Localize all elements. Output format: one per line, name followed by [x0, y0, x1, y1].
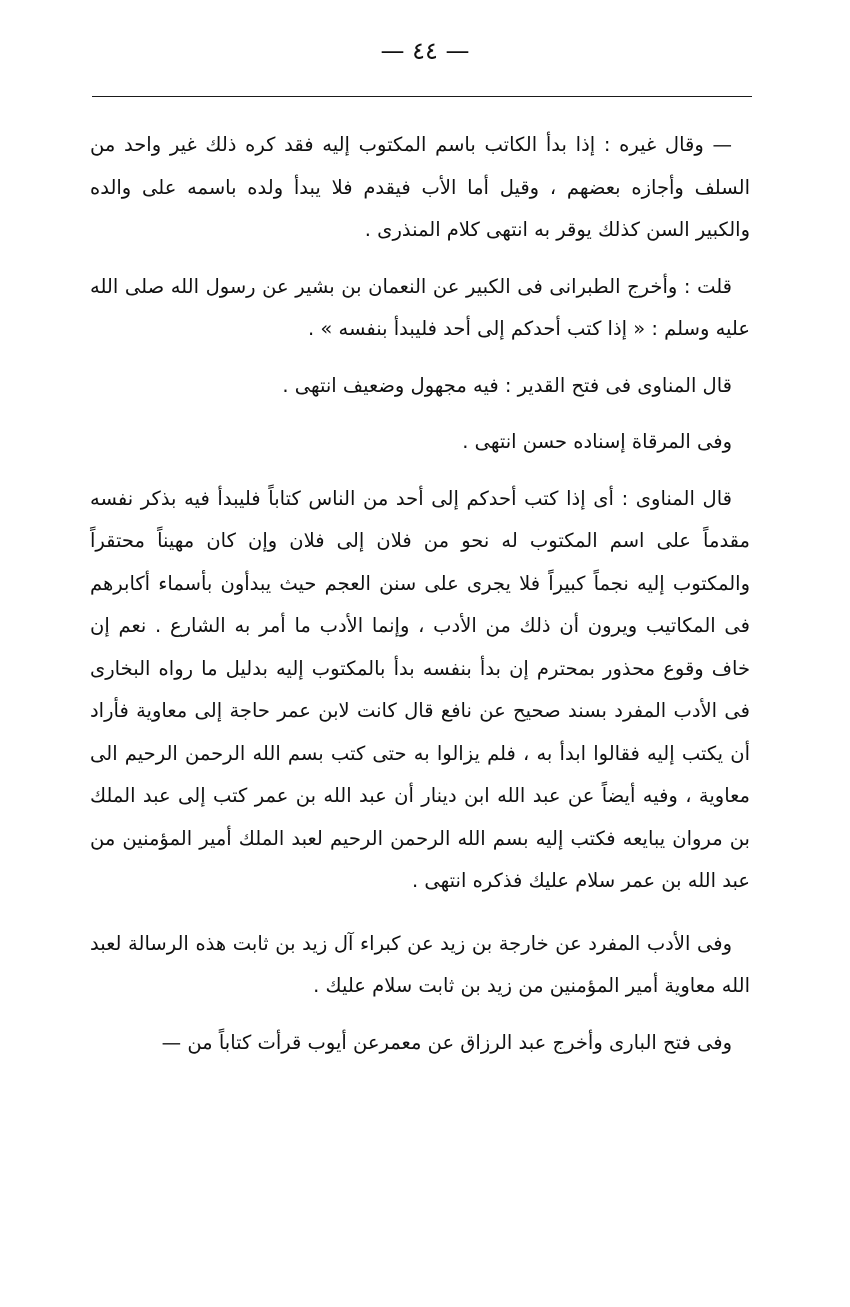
page-body: [90, 124, 750, 1064]
paragraph-spacer: [90, 351, 750, 365]
page-number: — ٤٤ —: [380, 37, 470, 65]
paragraph: وفى المرقاة إسناده حسن انتهى .: [462, 430, 732, 453]
paragraph: قلت : وأخرج الطبرانى فى الكبير عن النعمان بن بشير عن رسول الله صلى الله عليه وسلم : « إذا كتب أحدكم إلى أحد فليبدأ بنفسه » .: [90, 274, 750, 340]
paragraph: قال المناوى فى فتح القدير : فيه مجهول وضعيف انتهى .: [282, 373, 732, 397]
paragraph: وفى الأدب المفرد عن خارجة بن زيد عن كبراء آل زيد بن ثابت هذه الرسالة لعبد الله معاوية أمير المؤمنين من زيد بن ثابت سلام عليك .: [90, 931, 750, 997]
paragraph-spacer: [90, 252, 750, 266]
paragraph: وفى فتح البارى وأخرج عبد الرزاق عن معمرعن أيوب قرأت كتاباً من —: [161, 1030, 732, 1054]
paragraph-spacer: [90, 903, 750, 923]
paragraph-spacer: [90, 407, 750, 421]
header-rule: [92, 96, 752, 97]
paragraph: قال المناوى : أى إذا كتب أحدكم إلى أحد من الناس كتاباً فليبدأ فيه بذكر نفسه مقدماً على اسم المكتوب له نحو من فلان إلى فلان وإن كان مهيناً محتقراً والمكتوب إليه نجماً كبيراً فلا يجرى على سنن العجم حيث يبدأون بأسماء أكابرهم فى المكاتيب ويرون أن ذلك من الأدب ، وإنما الأدب ما أمر به الشارع . نعم إن خاف وقوع محذور بمحترم إن بدأ بنفسه بدأ بالمكتوب إليه بدليل ما رواه البخارى فى الأدب المفرد بسند صحيح عن نافع قال كانت لابن عمر حاجة إلى معاوية فأراد أن يكتب إليه فقالوا ابدأ به ، فلم يزالوا به حتى كتب بسم الله الرحمن الرحيم الى معاوية ، وفيه أيضاً عن عبد الله ابن دينار أن عبد الله بن عمر كتب إلى عبد الملك بن مروان يبايعه فكتب إليه بسم الله الرحمن الرحيم لعبد الملك أمير المؤمنين من عبد الله بن عمر سلام عليك فذكره انتهى .: [90, 486, 750, 892]
paragraph-spacer: [90, 1008, 750, 1022]
paragraph-spacer: [90, 464, 750, 478]
paragraph: — وقال غيره : إذا بدأ الكاتب باسم المكتوب إليه فقد كره ذلك غير واحد من السلف وأجازه بعضهم ، وقيل أما الأب فيقدم فلا يبدأ ولده باسمه على والده والكبير السن كذلك يوقر به انتهى كلام المنذرى .: [90, 133, 750, 241]
